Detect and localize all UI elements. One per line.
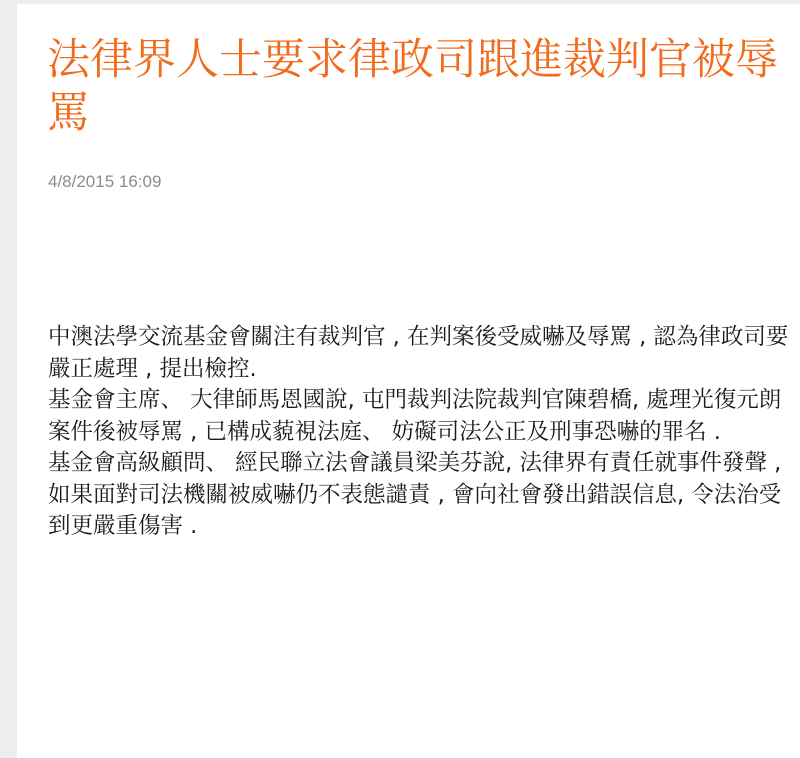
article-paragraph: 基金會主席、 大律師馬恩國說, 屯門裁判法院裁判官陳碧橋, 處理光復元朗案件後被辱罵 , 已構成藐視法庭、 妨礙司法公正及刑事恐嚇的罪名 .: [48, 387, 782, 445]
article-body: [48, 322, 793, 543]
article-headline: 法律界人士要求律政司跟進裁判官被辱罵: [47, 35, 778, 138]
article-timestamp: 4/8/2015 16:09: [48, 172, 162, 191]
article-paragraph: 基金會高級顧問、 經民聯立法會議員梁美芬說, 法律界有責任就事件發聲 , 如果面對司法機關被威嚇仍不表態譴責 , 會向社會發出錯誤信息, 令法治受到更嚴重傷害 .: [48, 450, 782, 539]
article-paragraph: 中澳法學交流基金會關注有裁判官 , 在判案後受威嚇及辱罵 , 認為律政司要嚴正處理 , 提出檢控.: [48, 324, 789, 382]
article-page: [17, 4, 800, 758]
